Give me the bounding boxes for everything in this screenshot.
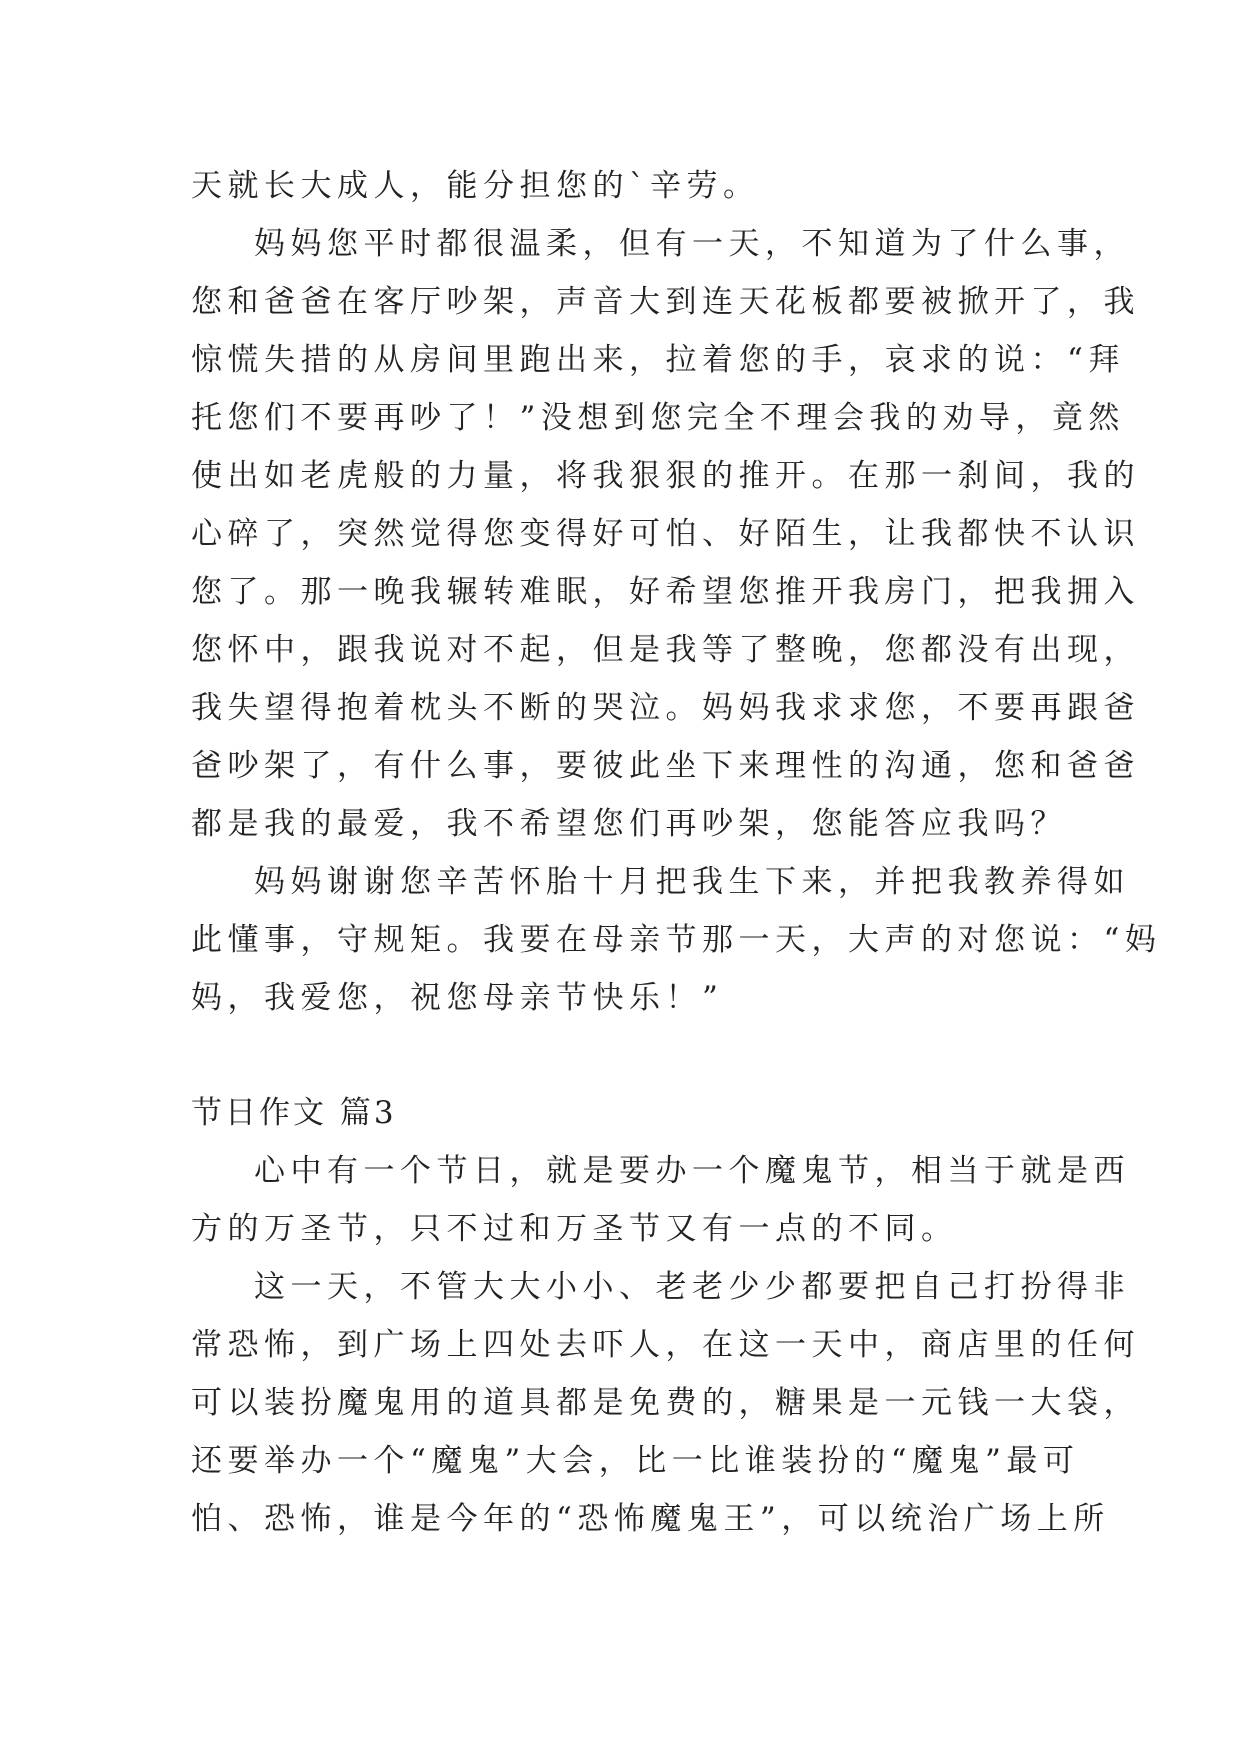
paragraph-line: 您怀中，跟我说对不起，但是我等了整晚，您都没有出现， <box>191 632 1140 668</box>
paragraph-line: 使出如老虎般的力量，将我狠狠的推开。在那一刹间，我的 <box>191 458 1140 494</box>
paragraph-line: 我失望得抱着枕头不断的哭泣。妈妈我求求您，不要再跟爸 <box>191 690 1140 726</box>
paragraph-line: 妈妈您平时都很温柔，但有一天，不知道为了什么事， <box>254 226 1130 262</box>
paragraph-line: 此懂事，守规矩。我要在母亲节那一天，大声的对您说：“妈 <box>191 922 1162 958</box>
paragraph-line: 可以装扮魔鬼用的道具都是免费的，糖果是一元钱一大袋， <box>191 1385 1140 1421</box>
paragraph-line: 心碎了，突然觉得您变得好可怕、好陌生，让我都快不认识 <box>191 516 1140 552</box>
paragraph-line: 都是我的最爱，我不希望您们再吵架，您能答应我吗？ <box>191 806 1067 842</box>
paragraph-line: 妈，我爱您，祝您母亲节快乐！” <box>191 980 724 1016</box>
paragraph-line: 天就长大成人，能分担您的`辛劳。 <box>191 168 760 204</box>
paragraph-line: 怕、恐怖，谁是今年的“恐怖魔鬼王”，可以统治广场上所 <box>191 1501 1110 1537</box>
paragraph-line: 惊慌失措的从房间里跑出来，拉着您的手，哀求的说：“拜 <box>191 342 1125 378</box>
paragraph-line: 您和爸爸在客厅吵架，声音大到连天花板都要被掀开了，我 <box>191 284 1140 320</box>
paragraph-line: 托您们不要再吵了！”没想到您完全不理会我的劝导，竟然 <box>191 400 1125 436</box>
paragraph-line: 您了。那一晚我辗转难眠，好希望您推开我房门，把我拥入 <box>191 574 1140 610</box>
paragraph-line: 方的万圣节，只不过和万圣节又有一点的不同。 <box>191 1211 958 1247</box>
paragraph-line: 这一天，不管大大小小、老老少少都要把自己打扮得非 <box>254 1269 1130 1305</box>
paragraph-line: 心中有一个节日，就是要办一个魔鬼节，相当于就是西 <box>254 1153 1130 1189</box>
section-heading: 节日作文 篇3 <box>191 1095 397 1131</box>
paragraph-line: 爸吵架了，有什么事，要彼此坐下来理性的沟通，您和爸爸 <box>191 748 1140 784</box>
paragraph-line: 常恐怖，到广场上四处去吓人，在这一天中，商店里的任何 <box>191 1327 1140 1363</box>
paragraph-line: 妈妈谢谢您辛苦怀胎十月把我生下来，并把我教养得如 <box>254 864 1130 900</box>
paragraph-line: 还要举办一个“魔鬼”大会，比一比谁装扮的“魔鬼”最可 <box>191 1443 1080 1479</box>
